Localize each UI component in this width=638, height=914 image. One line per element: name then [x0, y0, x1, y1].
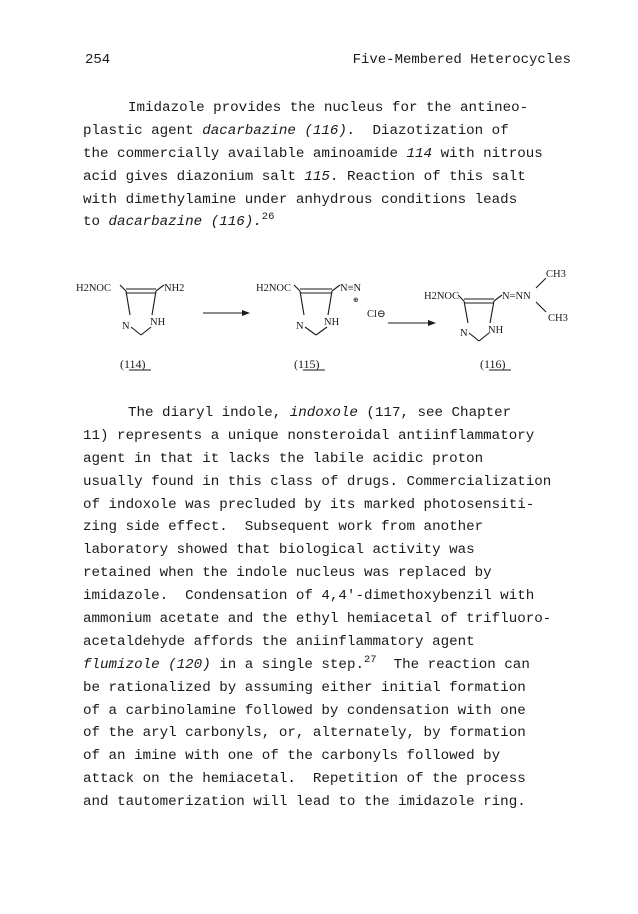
compound-number: 115: [304, 168, 330, 185]
text-span: (117, see Chapter: [357, 405, 512, 421]
text-line: [83, 516, 603, 539]
text-span: agent in that it lacks the labile acidic proton: [83, 450, 484, 467]
text-span: usually found in this class of drugs. Commercialization: [83, 473, 552, 490]
text-line: [83, 97, 603, 120]
text-line: [83, 677, 603, 700]
compound-115-diazo: N≡N: [340, 283, 362, 294]
text-span: with nitrous: [432, 145, 543, 162]
compound-number: (120): [159, 656, 211, 673]
compound-115-h2noc: H2NOC: [256, 283, 292, 294]
compound-label-114: (114): [120, 357, 146, 371]
compound-label-115: (115): [294, 357, 320, 371]
page-number: 254: [85, 52, 111, 68]
arrow-head: [428, 320, 436, 326]
reaction-scheme: [70, 255, 610, 375]
text-span: of indoxole was precluded by its marked photosensiti-: [83, 496, 535, 513]
text-span: laboratory showed that biological activity was: [83, 542, 475, 559]
text-line: [83, 143, 603, 166]
text-span: in a single step.: [210, 656, 364, 673]
drug-name: indoxole: [289, 405, 358, 421]
text-span: of an imine with one of the carbonyls followed by: [83, 748, 501, 765]
text-span: imidazole. Condensation of 4,4'-dimethoxybenzil with: [83, 588, 535, 605]
arrow-head: [242, 310, 250, 316]
text-span: and tautomerization will lead to the imidazole ring.: [83, 794, 526, 811]
text-span: Imidazole provides the nucleus for the antineo-: [128, 100, 529, 116]
compound-label-116: (116): [480, 357, 506, 371]
text-line: [83, 768, 603, 791]
text-line: [83, 189, 603, 212]
compound-115-chloride: Cl⊖: [367, 309, 386, 320]
text-span: plastic agent: [83, 122, 203, 139]
compound-115-nh: NH: [324, 317, 340, 328]
text-line: [83, 745, 603, 768]
text-line: [83, 608, 603, 631]
reference-superscript: 26: [261, 211, 275, 224]
compound-114-nh: NH: [150, 317, 166, 328]
compound-114-n: N: [122, 321, 130, 332]
compound-116-ch3-top: CH3: [546, 269, 566, 280]
text-span: retained when the indole nucleus was replaced by: [83, 565, 492, 582]
text-span: of the aryl carbonyls, or, alternately, by formation: [83, 725, 526, 742]
text-span: The diaryl indole,: [128, 405, 290, 421]
text-span: zing side effect. Subsequent work from another: [83, 519, 484, 536]
compound-116-triazene: N=NN: [502, 291, 531, 302]
text-span: of a carbinolamine followed by condensation with one: [83, 702, 526, 719]
text-line: [83, 791, 603, 814]
reference-superscript: 27: [363, 653, 377, 666]
text-line: [83, 562, 603, 585]
text-span: 11) represents a unique nonsteroidal antiinflammatory: [83, 427, 535, 444]
compound-114-h2noc: H2NOC: [76, 283, 112, 294]
paragraph-flumizole: [83, 402, 603, 814]
text-line: [83, 631, 603, 654]
text-span: . Reaction of this salt: [329, 168, 526, 185]
compound-114-nh2: NH2: [164, 283, 185, 294]
text-line: [83, 494, 603, 517]
text-span: The reaction can: [376, 656, 530, 673]
drug-name: dacarbazine (116).: [108, 214, 262, 231]
compound-115-plus: ⊕: [353, 296, 359, 304]
text-span: attack on the hemiacetal. Repetition of the process: [83, 771, 526, 788]
compound-116-h2noc: H2NOC: [424, 291, 460, 302]
text-span: be rationalized by assuming either initial formation: [83, 679, 526, 696]
text-span: acid gives diazonium salt: [83, 168, 305, 185]
text-line: [83, 471, 603, 494]
compound-116-nh: NH: [488, 325, 504, 336]
paragraph-dacarbazine: [83, 97, 603, 234]
text-line: [83, 166, 603, 189]
text-span: acetaldehyde affords the aniinflammatory agent: [83, 633, 475, 650]
text-line: [83, 211, 603, 234]
text-line: [83, 700, 603, 723]
text-line: [83, 425, 603, 448]
compound-116-ch3-bottom: CH3: [548, 313, 568, 324]
text-line: [83, 539, 603, 562]
text-line: [83, 654, 603, 677]
text-line: [83, 120, 603, 143]
text-span: the commercially available aminoamide: [83, 145, 407, 162]
text-span: ammonium acetate and the ethyl hemiacetal of trifluoro-: [83, 611, 552, 628]
drug-name: dacarbazine (116).: [202, 122, 356, 139]
compound-115-n: N: [296, 321, 304, 332]
compound-116-n: N: [460, 328, 468, 339]
compound-number: 114: [406, 145, 433, 162]
text-span: to: [83, 214, 109, 231]
reaction-scheme-drawing: [70, 255, 610, 375]
text-line: [83, 722, 603, 745]
running-title: Five-Membered Heterocycles: [352, 52, 571, 68]
text-line: [83, 402, 603, 425]
text-span: Diazotization of: [355, 122, 509, 139]
text-line: [83, 585, 603, 608]
drug-name: flumizole: [83, 656, 160, 673]
text-span: with dimethylamine under anhydrous conditions leads: [83, 191, 518, 208]
text-line: [83, 448, 603, 471]
